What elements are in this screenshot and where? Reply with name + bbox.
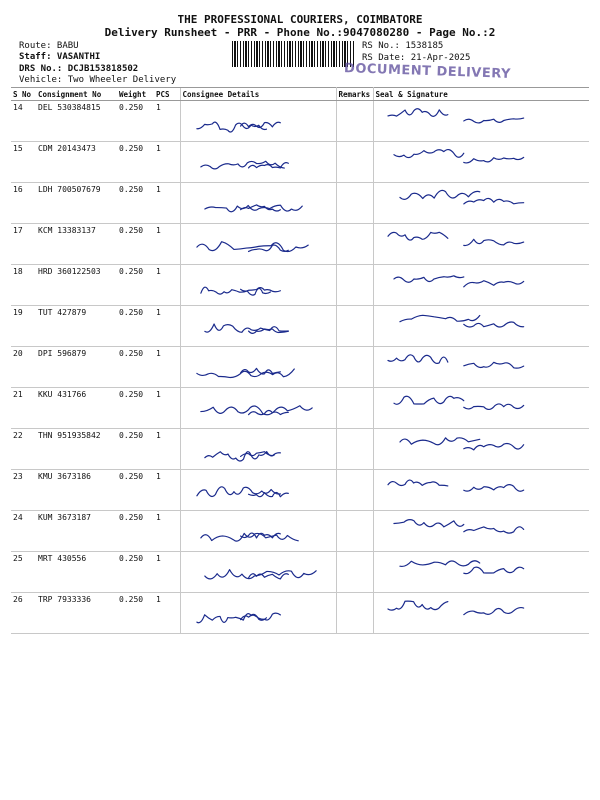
remarks-cell xyxy=(336,511,373,552)
receiver-handwriting xyxy=(374,593,590,631)
receiver-handwriting xyxy=(374,265,590,303)
row-sno: 26 xyxy=(11,593,36,634)
row-consignment: DEL 530384815 xyxy=(36,101,117,142)
barcode xyxy=(232,41,354,67)
consignee-signature-cell xyxy=(180,142,336,183)
row-pcs: 1 xyxy=(154,552,180,593)
table-row xyxy=(11,388,589,429)
row-sno: 14 xyxy=(11,101,36,142)
row-consignment: CDM 20143473 xyxy=(36,142,117,183)
table-row xyxy=(11,470,589,511)
row-pcs: 1 xyxy=(154,388,180,429)
vehicle-label: Vehicle: Two Wheeler Delivery xyxy=(19,75,177,85)
col-remarks: Remarks xyxy=(336,88,373,101)
remarks-cell xyxy=(336,142,373,183)
table-row xyxy=(11,183,589,224)
row-consignment: KKU 431766 xyxy=(36,388,117,429)
consignee-handwriting xyxy=(181,552,336,590)
receiver-handwriting xyxy=(374,224,590,262)
consignee-handwriting xyxy=(181,306,336,344)
col-sno: S No xyxy=(11,88,36,101)
table-row xyxy=(11,429,589,470)
seal-signature-cell xyxy=(373,265,589,306)
consignee-signature-cell xyxy=(180,306,336,347)
row-weight: 0.250 xyxy=(117,511,154,552)
row-sno: 17 xyxy=(11,224,36,265)
remarks-cell xyxy=(336,388,373,429)
row-weight: 0.250 xyxy=(117,429,154,470)
col-consignee: Consignee Details xyxy=(180,88,336,101)
row-pcs: 1 xyxy=(154,265,180,306)
consignee-handwriting xyxy=(181,470,336,508)
receiver-handwriting xyxy=(374,429,590,467)
seal-signature-cell xyxy=(373,470,589,511)
route-label: Route: BABU xyxy=(19,41,79,51)
remarks-cell xyxy=(336,347,373,388)
drs-number: DRS No.: DCJB153818502 xyxy=(19,64,139,74)
row-consignment: HRD 360122503 xyxy=(36,265,117,306)
receiver-handwriting xyxy=(374,183,590,221)
remarks-cell xyxy=(336,224,373,265)
consignee-handwriting xyxy=(181,388,336,426)
row-consignment: TRP 7933336 xyxy=(36,593,117,634)
staff-label: Staff: VASANTHI xyxy=(19,52,101,62)
rs-date: RS Date: 21-Apr-2025 xyxy=(362,53,471,63)
consignee-handwriting xyxy=(181,224,336,262)
consignee-signature-cell xyxy=(180,224,336,265)
consignee-handwriting xyxy=(181,265,336,303)
row-pcs: 1 xyxy=(154,511,180,552)
row-sno: 25 xyxy=(11,552,36,593)
row-weight: 0.250 xyxy=(117,388,154,429)
row-pcs: 1 xyxy=(154,183,180,224)
row-consignment: KMU 3673186 xyxy=(36,470,117,511)
col-pcs: PCS xyxy=(154,88,180,101)
consignee-handwriting xyxy=(181,593,336,631)
consignee-signature-cell xyxy=(180,265,336,306)
row-sno: 20 xyxy=(11,347,36,388)
table-row xyxy=(11,142,589,183)
receiver-handwriting xyxy=(374,470,590,508)
receiver-handwriting xyxy=(374,388,590,426)
document-delivery-stamp: DOCUMENT DELIVERY xyxy=(343,61,512,82)
consignee-signature-cell xyxy=(180,347,336,388)
table-row xyxy=(11,101,589,142)
row-consignment: DPI 596879 xyxy=(36,347,117,388)
row-sno: 19 xyxy=(11,306,36,347)
seal-signature-cell xyxy=(373,593,589,634)
receiver-handwriting xyxy=(374,552,590,590)
remarks-cell xyxy=(336,429,373,470)
table-row xyxy=(11,593,589,634)
company-title: THE PROFESSIONAL COURIERS, COIMBATORE xyxy=(177,13,423,26)
seal-signature-cell xyxy=(373,142,589,183)
receiver-handwriting xyxy=(374,511,590,549)
row-consignment: KUM 3673187 xyxy=(36,511,117,552)
row-weight: 0.250 xyxy=(117,101,154,142)
table-row xyxy=(11,265,589,306)
row-sno: 16 xyxy=(11,183,36,224)
row-weight: 0.250 xyxy=(117,552,154,593)
seal-signature-cell xyxy=(373,347,589,388)
remarks-cell xyxy=(336,265,373,306)
runsheet-table xyxy=(11,87,589,634)
rs-number: RS No.: 1538185 xyxy=(362,41,444,51)
seal-signature-cell xyxy=(373,306,589,347)
row-weight: 0.250 xyxy=(117,593,154,634)
row-weight: 0.250 xyxy=(117,224,154,265)
col-signature: Seal & Signature xyxy=(373,88,589,101)
row-weight: 0.250 xyxy=(117,470,154,511)
seal-signature-cell xyxy=(373,388,589,429)
table-header-row xyxy=(11,88,589,101)
consignee-signature-cell xyxy=(180,101,336,142)
receiver-handwriting xyxy=(374,101,590,139)
remarks-cell xyxy=(336,306,373,347)
consignee-signature-cell xyxy=(180,593,336,634)
consignee-signature-cell xyxy=(180,429,336,470)
row-weight: 0.250 xyxy=(117,142,154,183)
row-sno: 15 xyxy=(11,142,36,183)
receiver-handwriting xyxy=(374,347,590,385)
table-row xyxy=(11,511,589,552)
row-pcs: 1 xyxy=(154,142,180,183)
col-weight: Weight xyxy=(117,88,154,101)
receiver-handwriting xyxy=(374,142,590,180)
row-pcs: 1 xyxy=(154,306,180,347)
remarks-cell xyxy=(336,552,373,593)
row-sno: 18 xyxy=(11,265,36,306)
seal-signature-cell xyxy=(373,224,589,265)
table-row xyxy=(11,224,589,265)
row-consignment: KCM 13383137 xyxy=(36,224,117,265)
row-pcs: 1 xyxy=(154,470,180,511)
row-pcs: 1 xyxy=(154,101,180,142)
consignee-handwriting xyxy=(181,183,336,221)
row-sno: 22 xyxy=(11,429,36,470)
row-weight: 0.250 xyxy=(117,183,154,224)
remarks-cell xyxy=(336,183,373,224)
row-weight: 0.250 xyxy=(117,306,154,347)
consignee-signature-cell xyxy=(180,388,336,429)
row-weight: 0.250 xyxy=(117,347,154,388)
row-sno: 24 xyxy=(11,511,36,552)
row-pcs: 1 xyxy=(154,224,180,265)
row-consignment: MRT 430556 xyxy=(36,552,117,593)
consignee-handwriting xyxy=(181,101,336,139)
row-consignment: LDH 700507679 xyxy=(36,183,117,224)
consignee-handwriting xyxy=(181,142,336,180)
seal-signature-cell xyxy=(373,511,589,552)
row-sno: 23 xyxy=(11,470,36,511)
remarks-cell xyxy=(336,101,373,142)
table-row xyxy=(11,347,589,388)
consignee-signature-cell xyxy=(180,511,336,552)
seal-signature-cell xyxy=(373,183,589,224)
receiver-handwriting xyxy=(374,306,590,344)
consignee-handwriting xyxy=(181,347,336,385)
seal-signature-cell xyxy=(373,101,589,142)
consignee-handwriting xyxy=(181,511,336,549)
seal-signature-cell xyxy=(373,552,589,593)
consignee-signature-cell xyxy=(180,183,336,224)
remarks-cell xyxy=(336,470,373,511)
consignee-handwriting xyxy=(181,429,336,467)
row-pcs: 1 xyxy=(154,429,180,470)
table-row xyxy=(11,306,589,347)
row-consignment: THN 951935842 xyxy=(36,429,117,470)
row-pcs: 1 xyxy=(154,593,180,634)
remarks-cell xyxy=(336,593,373,634)
consignee-signature-cell xyxy=(180,470,336,511)
row-sno: 21 xyxy=(11,388,36,429)
consignee-signature-cell xyxy=(180,552,336,593)
row-weight: 0.250 xyxy=(117,265,154,306)
row-pcs: 1 xyxy=(154,347,180,388)
row-consignment: TUT 427879 xyxy=(36,306,117,347)
table-row xyxy=(11,552,589,593)
col-consignment: Consignment No xyxy=(36,88,117,101)
seal-signature-cell xyxy=(373,429,589,470)
runsheet-subtitle: Delivery Runsheet - PRR - Phone No.:9047080280 - Page No.:2 xyxy=(104,26,496,39)
